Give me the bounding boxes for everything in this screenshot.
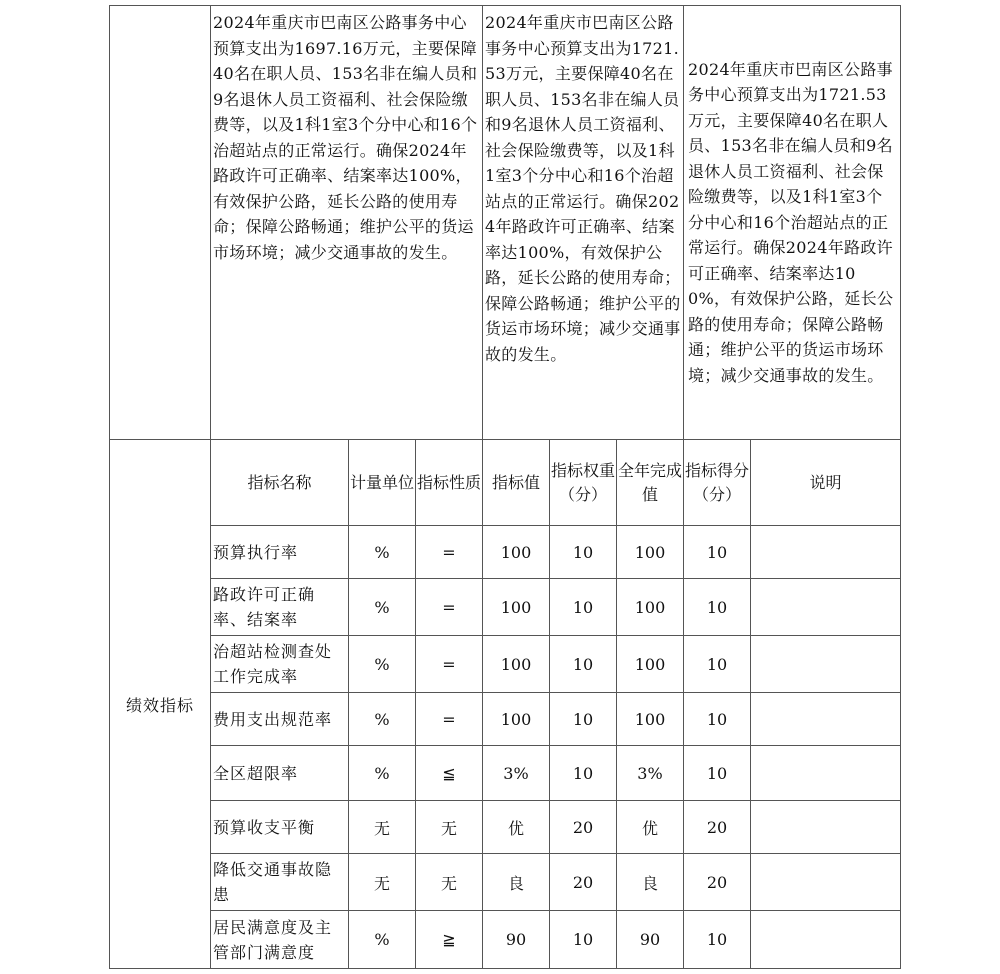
row-value: 100 — [483, 526, 550, 579]
row-actual: 100 — [617, 579, 684, 636]
summary-text-col1: 2024年重庆市巴南区公路事务中心预算支出为1697.16万元，主要保障40名在职人员、153名非在编人员和9名退休人员工资福利、社会保险缴费等，以及1科1室3个分中心和16个治超站点的正常运行。确保2024年路政许可正确率、结案率达100%，有效保护公路，延长公路的使用寿命；保障公路畅通；维护公平的货运市场环境；减少交通事故的发生。 — [211, 6, 483, 440]
row-score: 10 — [684, 526, 751, 579]
row-nature: = — [416, 693, 483, 746]
table-row — [110, 854, 901, 911]
row-actual: 良 — [617, 854, 684, 911]
row-score: 10 — [684, 911, 751, 969]
table-row — [110, 526, 901, 579]
row-score: 20 — [684, 854, 751, 911]
summary-text-col2: 2024年重庆市巴南区公路事务中心预算支出为1721.53万元，主要保障40名在职人员、153名非在编人员和9名退休人员工资福利、社会保险缴费等，以及1科1室3个分中心和16个治超站点的正常运行。确保2024年路政许可正确率、结案率达100%，有效保护公路，延长公路的使用寿命；保障公路畅通；维护公平的货运市场环境；减少交通事故的发生。 — [483, 6, 684, 440]
summary-row — [110, 6, 901, 440]
row-name: 治超站检测查处工作完成率 — [211, 636, 349, 693]
row-actual: 90 — [617, 911, 684, 969]
summary-text-col3: 2024年重庆市巴南区公路事务中心预算支出为1721.53万元，主要保障40名在职人员、153名非在编人员和9名退休人员工资福利、社会保险缴费等，以及1科1室3个分中心和16个治超站点的正常运行。确保2024年路政许可正确率、结案率达100%，有效保护公路，延长公路的使用寿命；保障公路畅通；维护公平的货运市场环境；减少交通事故的发生。 — [684, 6, 901, 440]
header-note: 说明 — [751, 440, 901, 526]
row-nature: ≦ — [416, 746, 483, 801]
row-value: 100 — [483, 579, 550, 636]
table-row — [110, 801, 901, 854]
row-name: 降低交通事故隐患 — [211, 854, 349, 911]
row-weight: 10 — [550, 636, 617, 693]
row-note — [751, 526, 901, 579]
row-weight: 10 — [550, 693, 617, 746]
row-nature: 无 — [416, 854, 483, 911]
row-value: 良 — [483, 854, 550, 911]
row-name: 路政许可正确率、结案率 — [211, 579, 349, 636]
row-name: 预算收支平衡 — [211, 801, 349, 854]
performance-table — [109, 5, 901, 969]
row-weight: 20 — [550, 854, 617, 911]
row-unit: % — [349, 746, 416, 801]
summary-side-cell — [110, 6, 211, 440]
row-name: 预算执行率 — [211, 526, 349, 579]
row-value: 100 — [483, 693, 550, 746]
row-name: 费用支出规范率 — [211, 693, 349, 746]
row-note — [751, 636, 901, 693]
row-nature: ≧ — [416, 911, 483, 969]
row-actual: 100 — [617, 526, 684, 579]
row-actual: 100 — [617, 693, 684, 746]
row-actual: 优 — [617, 801, 684, 854]
row-name: 居民满意度及主管部门满意度 — [211, 911, 349, 969]
row-unit: 无 — [349, 801, 416, 854]
row-value: 优 — [483, 801, 550, 854]
row-note — [751, 579, 901, 636]
header-actual: 全年完成值 — [617, 440, 684, 526]
row-actual: 100 — [617, 636, 684, 693]
header-name: 指标名称 — [211, 440, 349, 526]
row-score: 10 — [684, 693, 751, 746]
row-unit: % — [349, 911, 416, 969]
table-row — [110, 579, 901, 636]
row-nature: = — [416, 579, 483, 636]
table-row — [110, 693, 901, 746]
row-unit: % — [349, 526, 416, 579]
row-actual: 3% — [617, 746, 684, 801]
row-weight: 10 — [550, 911, 617, 969]
row-score: 10 — [684, 746, 751, 801]
row-unit: % — [349, 693, 416, 746]
row-weight: 10 — [550, 746, 617, 801]
row-unit: 无 — [349, 854, 416, 911]
header-value: 指标值 — [483, 440, 550, 526]
row-nature: = — [416, 526, 483, 579]
row-nature: 无 — [416, 801, 483, 854]
section-label: 绩效指标 — [110, 440, 211, 969]
header-weight: 指标权重（分） — [550, 440, 617, 526]
row-weight: 20 — [550, 801, 617, 854]
row-value: 90 — [483, 911, 550, 969]
row-score: 10 — [684, 579, 751, 636]
row-value: 3% — [483, 746, 550, 801]
row-note — [751, 801, 901, 854]
header-score: 指标得分（分） — [684, 440, 751, 526]
row-value: 100 — [483, 636, 550, 693]
row-note — [751, 911, 901, 969]
header-nature: 指标性质 — [416, 440, 483, 526]
table-row — [110, 911, 901, 969]
row-note — [751, 854, 901, 911]
table-row — [110, 636, 901, 693]
row-name: 全区超限率 — [211, 746, 349, 801]
row-weight: 10 — [550, 526, 617, 579]
row-unit: % — [349, 636, 416, 693]
header-unit: 计量单位 — [349, 440, 416, 526]
row-nature: = — [416, 636, 483, 693]
row-score: 10 — [684, 636, 751, 693]
row-weight: 10 — [550, 579, 617, 636]
header-row — [110, 440, 901, 526]
row-note — [751, 746, 901, 801]
row-note — [751, 693, 901, 746]
row-score: 20 — [684, 801, 751, 854]
table-row — [110, 746, 901, 801]
row-unit: % — [349, 579, 416, 636]
